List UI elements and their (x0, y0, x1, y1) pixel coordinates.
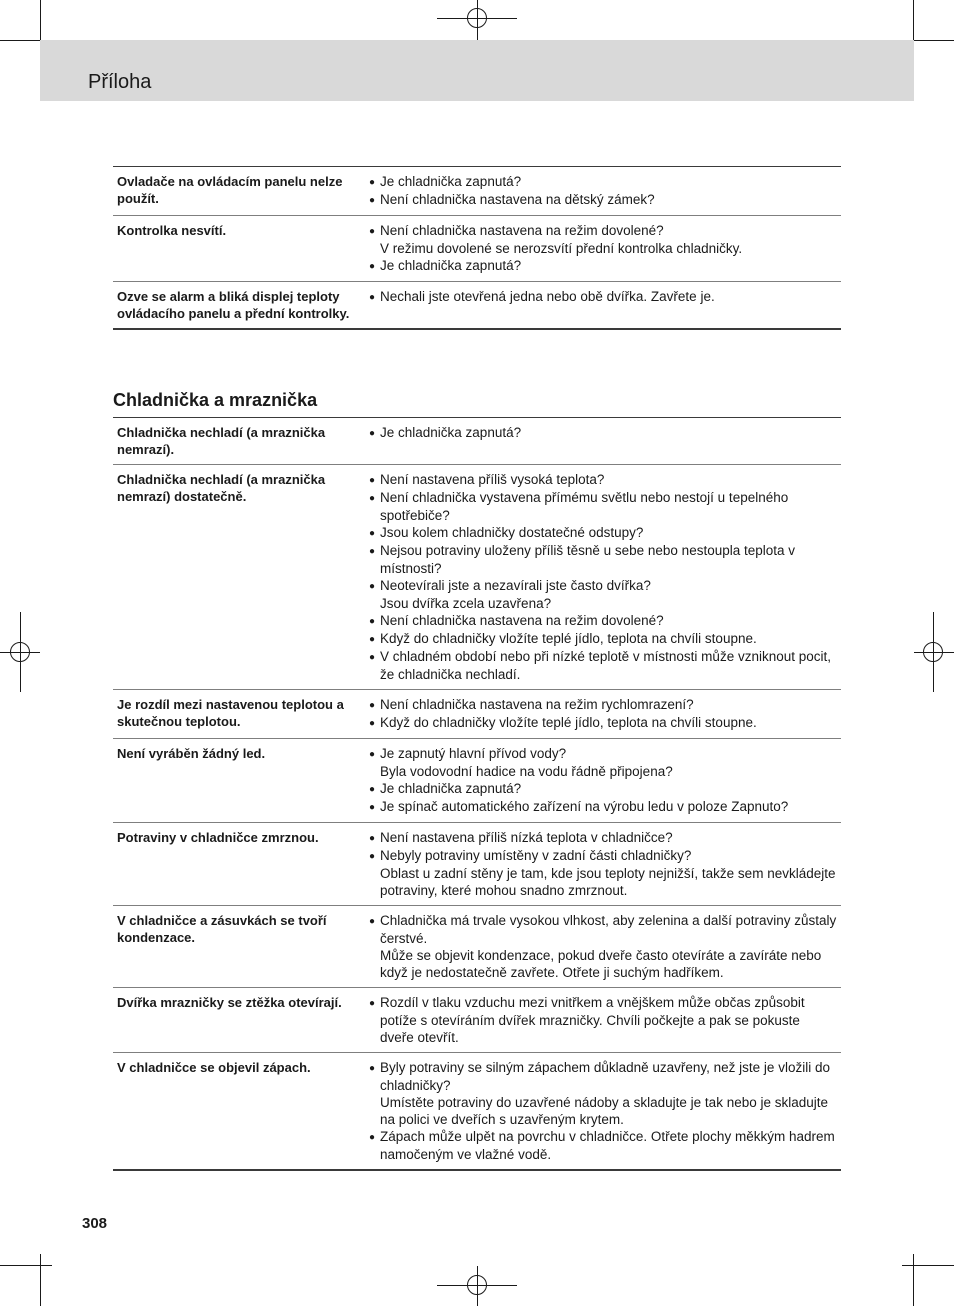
answer-bullet-item (369, 798, 837, 816)
answer-text: Umístěte potraviny do uzavřené nádoby a skladujte je tak nebo je skladujte na polici ve dveřích s uzavřeným krytem. (380, 1095, 829, 1127)
answer-continuation (369, 947, 837, 981)
answer-cell (365, 216, 841, 282)
answer-bullet-item (369, 780, 837, 798)
table-row (113, 823, 841, 906)
answer-text: Neotevírali jste a nezavírali jste často dvířka? (380, 578, 651, 593)
answer-cell (365, 418, 841, 465)
table-row (113, 216, 841, 282)
answer-bullet-item (369, 191, 837, 209)
answer-cell (365, 1053, 841, 1171)
problem-cell: V chladničce a zásuvkách se tvoří kondenzace. (117, 913, 327, 945)
answer-text: Není chladnička vystavena přímému světlu nebo nestojí u tepelného spotřebiče? (380, 490, 789, 523)
answer-bullet-item (369, 542, 837, 577)
answer-cell (365, 823, 841, 906)
table-row (113, 465, 841, 690)
table-row (113, 282, 841, 330)
answer-text: Není chladnička nastavena na dětský zámek? (380, 192, 655, 207)
answer-text: Je chladnička zapnutá? (380, 425, 522, 440)
troubleshooting-table-controls (113, 166, 841, 330)
problem-cell: Je rozdíl mezi nastavenou teplotou a skutečnou teplotou. (117, 697, 344, 729)
table-row (113, 906, 841, 988)
table-row (113, 690, 841, 739)
answer-continuation (369, 595, 837, 612)
answer-bullet-item (369, 489, 837, 524)
answer-text: Když do chladničky vložíte teplé jídlo, teplota na chvíli stoupne. (380, 631, 757, 646)
answer-text: Může se objevit kondenzace, pokud dveře často otevíráte a zavíráte nebo když je nedostatečně zavřete. Otřete ji suchým hadříkem. (380, 948, 822, 980)
problem-cell: Kontrolka nesvítí. (117, 223, 227, 238)
answer-bullet-item (369, 257, 837, 275)
answer-bullet-item (369, 714, 837, 732)
answer-bullet-item (369, 222, 837, 240)
answer-bullet-item (369, 612, 837, 630)
answer-text: Je chladnička zapnutá? (380, 174, 522, 189)
answer-text: Jsou dvířka zcela uzavřena? (380, 596, 552, 611)
problem-cell: V chladničce se objevil zápach. (117, 1060, 311, 1075)
answer-bullet-item (369, 577, 837, 595)
answer-text: Nechali jste otevřená jedna nebo obě dvířka. Zavřete je. (380, 289, 715, 304)
answer-bullet-item (369, 1128, 837, 1163)
answer-bullet-item (369, 829, 837, 847)
answer-text: V režimu dovolené se nerozsvítí přední kontrolka chladničky. (380, 241, 743, 256)
answer-bullet-item (369, 1059, 837, 1094)
answer-bullet-item (369, 994, 837, 1046)
table-body (113, 418, 841, 1171)
answer-continuation (369, 240, 837, 257)
troubleshooting-table-cooling (113, 417, 841, 1171)
page-title: Příloha (88, 71, 152, 93)
answer-text: Rozdíl v tlaku vzduchu mezi vnitřkem a vnějškem může občas způsobit potíže s otevíráním dvířek mrazničky. Chvíli počkejte a pak se pokuste dveře otevřít. (380, 995, 805, 1045)
answer-text: Není nastavena příliš nízká teplota v chladničce? (380, 830, 673, 845)
answer-cell (365, 739, 841, 823)
problem-cell: Dvířka mrazničky se ztěžka otevírají. (117, 995, 342, 1010)
answer-text: Chladnička má trvale vysokou vlhkost, aby zelenina a další potraviny zůstaly čerstvé. (380, 913, 837, 946)
answer-text: Byly potraviny se silným zápachem důkladně uzavřeny, než jste je vložili do chladničky? (380, 1060, 830, 1093)
answer-text: Je zapnutý hlavní přívod vody? (380, 746, 567, 761)
table-row (113, 988, 841, 1053)
table-body (113, 167, 841, 330)
header-band (40, 40, 914, 101)
section-title: Chladnička a mraznička (113, 390, 318, 410)
answer-text: Nejsou potraviny uloženy příliš těsně u sebe nebo nestoupla teplota v místnosti? (380, 543, 796, 576)
problem-cell: Ovladače na ovládacím panelu nelze použít. (117, 174, 343, 206)
problem-cell: Není vyráběn žádný led. (117, 746, 266, 761)
problem-cell: Ozve se alarm a bliká displej teploty ovládacího panelu a přední kontrolky. (117, 289, 350, 321)
answer-cell (365, 906, 841, 988)
answer-bullet-item (369, 630, 837, 648)
answer-text: Když do chladničky vložíte teplé jídlo, teplota na chvíli stoupne. (380, 715, 757, 730)
answer-bullet-item (369, 173, 837, 191)
page-number: 308 (82, 1215, 108, 1232)
answer-bullet-item (369, 912, 837, 947)
answer-continuation (369, 763, 837, 780)
answer-text: Není chladnička nastavena na režim dovolené? (380, 223, 664, 238)
answer-bullet-item (369, 696, 837, 714)
problem-cell: Chladnička nechladí (a mraznička nemrazí) dostatečně. (117, 472, 326, 504)
answer-text: Zápach může ulpět na povrchu v chladničce. Otřete plochy měkkým hadrem namočeným ve vlažné vodě. (380, 1129, 835, 1162)
answer-text: Je chladnička zapnutá? (380, 781, 522, 796)
answer-bullet-item (369, 745, 837, 763)
answer-bullet-item (369, 471, 837, 489)
answer-text: Je spínač automatického zařízení na výrobu ledu v poloze Zapnuto? (380, 799, 789, 814)
answer-text: Nebyly potraviny umístěny v zadní části chladničky? (380, 848, 692, 863)
answer-text: Není nastavena příliš vysoká teplota? (380, 472, 605, 487)
answer-continuation (369, 1094, 837, 1128)
answer-cell (365, 167, 841, 216)
problem-cell: Chladnička nechladí (a mraznička nemrazí). (117, 425, 326, 457)
answer-bullet-item (369, 424, 837, 442)
answer-text: Oblast u zadní stěny je tam, kde jsou teploty nejnižší, takže sem nevkládejte potraviny, které mohou snadno zmrznout. (380, 866, 836, 898)
answer-text: V chladném období nebo při nízké teplotě v místnosti může vzniknout pocit, že chladnička nechladí. (380, 649, 831, 682)
answer-continuation (369, 865, 837, 899)
answer-cell (365, 988, 841, 1053)
table-row (113, 418, 841, 465)
answer-text: Byla vodovodní hadice na vodu řádně připojena? (380, 764, 673, 779)
answer-text: Jsou kolem chladničky dostatečné odstupy? (380, 525, 644, 540)
answer-cell (365, 465, 841, 690)
answer-text: Je chladnička zapnutá? (380, 258, 522, 273)
problem-cell: Potraviny v chladničce zmrznou. (117, 830, 319, 845)
table-row (113, 1053, 841, 1171)
answer-bullet-item (369, 847, 837, 865)
answer-text: Není chladnička nastavena na režim dovolené? (380, 613, 664, 628)
table-row (113, 167, 841, 216)
answer-cell (365, 282, 841, 330)
answer-bullet-item (369, 524, 837, 542)
answer-bullet-item (369, 648, 837, 683)
answer-cell (365, 690, 841, 739)
answer-bullet-item (369, 288, 837, 306)
table-row (113, 739, 841, 823)
answer-text: Není chladnička nastavena na režim rychlomrazení? (380, 697, 694, 712)
